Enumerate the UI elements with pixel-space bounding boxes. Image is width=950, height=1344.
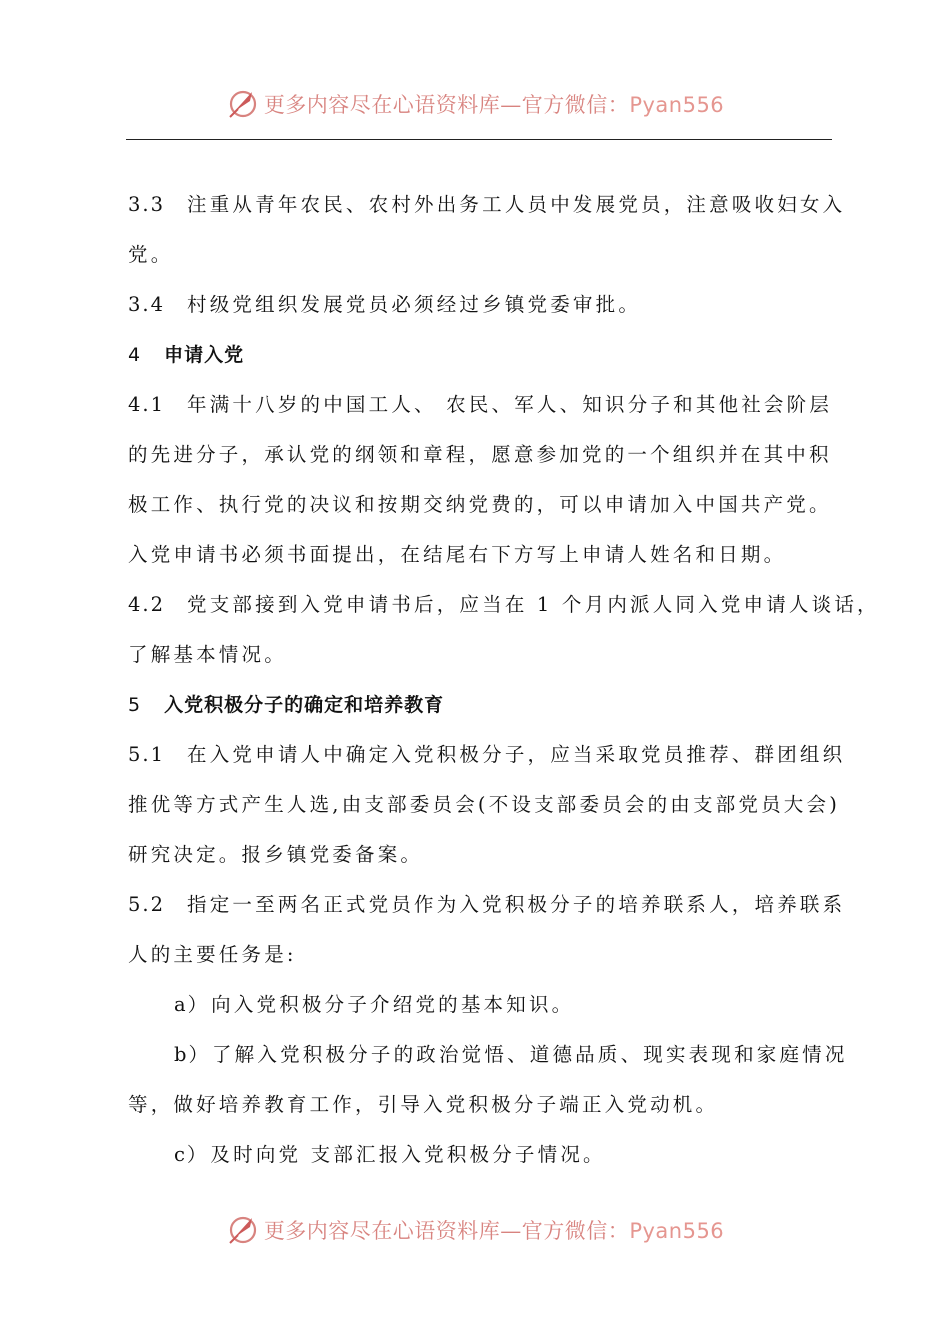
paragraph-text: 注重从青年农民、农村外出务工人员中发展党员，注意吸收妇女入 — [187, 193, 846, 216]
paragraph-text: 人的主要任务是: — [128, 943, 297, 966]
list-item-label: c） — [174, 1143, 209, 1166]
paragraph-text: 指定一至两名正式党员作为入党积极分子的培养联系人，培养联系 — [187, 893, 846, 916]
watermark-text: 更多内容尽在心语资料库—官方微信：Pyan556 — [263, 93, 725, 117]
paragraph-line — [128, 980, 840, 1030]
section-number: 5 — [128, 694, 143, 716]
paragraph-line — [128, 230, 840, 280]
paragraph-text: 研究决定。报乡镇党委备案。 — [128, 843, 424, 866]
paragraph-line — [128, 380, 840, 430]
clause-number: 5.1 — [128, 743, 166, 766]
paragraph-line — [128, 1030, 848, 1080]
list-item-label: a） — [174, 993, 210, 1016]
paragraph-line — [128, 1130, 840, 1180]
list-item-label: b） — [174, 1043, 210, 1066]
paragraph-text: 党支部接到入党申请书后，应当在 1 个月内派人同入党申请人谈话， — [187, 593, 880, 616]
paragraph-line — [128, 880, 846, 930]
clause-number: 4.1 — [128, 393, 166, 416]
paragraph-text: 向入党积极分子介绍党的基本知识。 — [211, 993, 575, 1016]
paragraph-line — [128, 580, 880, 630]
quill-logo-icon — [226, 87, 260, 121]
paragraph-text: 了解基本情况。 — [128, 643, 287, 666]
paragraph-text: 的先进分子，承认党的纲领和章程，愿意参加党的一个组织并在其中积 — [128, 443, 832, 466]
paragraph-line — [128, 430, 840, 480]
clause-number: 3.4 — [128, 293, 166, 316]
paragraph-line — [128, 780, 840, 830]
paragraph-text: 党。 — [128, 243, 174, 266]
section-title: 申请入党 — [164, 344, 245, 366]
paragraph-text: 在入党申请人中确定入党积极分子，应当采取党员推荐、群团组织 — [187, 743, 846, 766]
paragraph-line — [128, 630, 840, 680]
clause-number: 4.2 — [128, 593, 166, 616]
paragraph-text: 年满十八岁的中国工人、 农民、军人、知识分子和其他社会阶层 — [187, 393, 833, 416]
header-divider — [126, 139, 832, 140]
paragraph-text: 了解入党积极分子的政治觉悟、道德品质、现实表现和家庭情况 — [211, 1043, 848, 1066]
section-heading — [128, 330, 840, 380]
paragraph-text: 极工作、执行党的决议和按期交纳党费的，可以申请加入中国共产党。 — [128, 493, 832, 516]
paragraph-line — [128, 530, 840, 580]
paragraph-text: 及时向党 支部汇报入党积极分子情况。 — [210, 1143, 606, 1166]
paragraph-text: 入党申请书必须书面提出，在结尾右下方写上申请人姓名和日期。 — [128, 543, 787, 566]
watermark-banner-bottom — [0, 1210, 950, 1250]
paragraph-line — [128, 830, 840, 880]
paragraph-line — [128, 730, 846, 780]
paragraph-text: 村级党组织发展党员必须经过乡镇党委审批。 — [187, 293, 642, 316]
paragraph-line — [128, 1080, 840, 1130]
section-title: 入党积极分子的确定和培养教育 — [164, 694, 445, 716]
paragraph-line — [128, 480, 840, 530]
paragraph-line — [128, 280, 840, 330]
paragraph-text: 等，做好培养教育工作，引导入党积极分子端正入党动机。 — [128, 1093, 719, 1116]
watermark-banner-top — [0, 84, 950, 124]
paragraph-line — [128, 180, 846, 230]
section-number: 4 — [128, 344, 143, 366]
quill-logo-icon — [226, 1213, 260, 1247]
document-body — [128, 180, 880, 1180]
clause-number: 3.3 — [128, 193, 166, 216]
paragraph-text: 推优等方式产生人选,由支部委员会(不设支部委员会的由支部党员大会) — [128, 793, 841, 816]
section-heading — [128, 680, 840, 730]
watermark-text: 更多内容尽在心语资料库—官方微信：Pyan556 — [263, 1219, 725, 1243]
paragraph-line — [128, 930, 840, 980]
clause-number: 5.2 — [128, 893, 166, 916]
